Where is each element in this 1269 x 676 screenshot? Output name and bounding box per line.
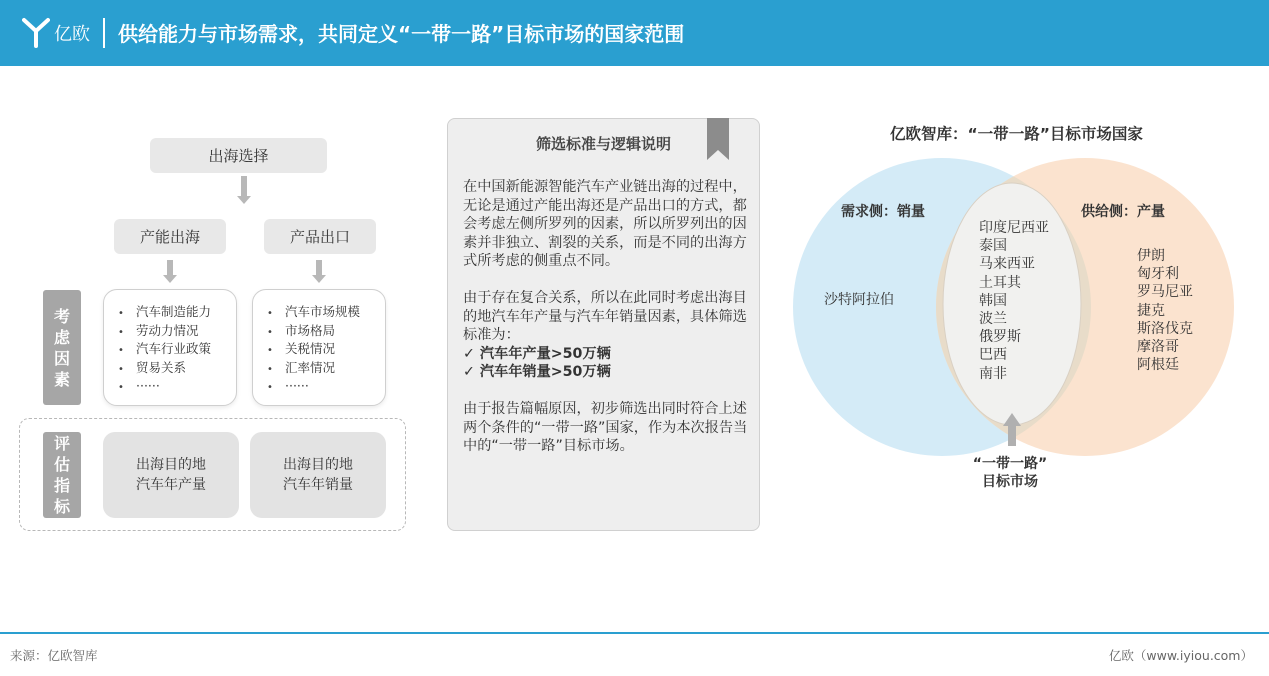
country-item: 斯洛伐克 (1137, 320, 1193, 337)
panel-paragraph-text: 由于存在复合关系，所以在此同时考虑出海目的地汽车年产量与汽车年销量因素，具体筛选标准为： (463, 290, 747, 343)
metric-line: 汽车年产量 (136, 477, 206, 493)
footer-site: 亿欧（www.iyiou.com） (1108, 648, 1253, 663)
metric-line: 汽车年销量 (283, 477, 353, 493)
factor-item: • 汽车行业政策 (118, 341, 236, 360)
factor-item: • ······ (118, 378, 236, 397)
country-item: 波兰 (979, 311, 1007, 328)
footer-divider (0, 632, 1269, 634)
country-item: 巴西 (979, 347, 1007, 364)
criterion-production: ✓ 汽车年产量>50万辆 (463, 345, 611, 362)
factor-item: • 汇率情况 (267, 360, 385, 379)
panel-paragraph: 在中国新能源智能汽车产业链出海的过程中，无论是通过产能出海还是产品出口的方式，都会考虑左侧所罗列的因素，所以所罗列出的因素并非独立、割裂的关系，而是不同的出海方式所考虑的侧重点不同。 (463, 179, 747, 269)
factor-item: • 劳动力情况 (118, 323, 236, 342)
panel-paragraph: 由于报告篇幅原因，初步筛选出同时符合上述两个条件的“一带一路”国家，作为本次报告当中的“一带一路”目标市场。 (463, 401, 748, 454)
factor-item: • 关税情况 (267, 341, 385, 360)
venn-demand-only-list (824, 291, 894, 309)
country-item: 韩国 (979, 292, 1007, 309)
country-item: 土耳其 (979, 274, 1021, 291)
country-item: 俄罗斯 (979, 329, 1021, 346)
branch-box-capacity: 产能出海 (114, 219, 226, 254)
venn-title: 亿欧智库：“一带一路”目标市场国家 (890, 125, 1143, 143)
country-item: 沙特阿拉伯 (824, 292, 894, 308)
panel-title: 筛选标准与逻辑说明 (535, 135, 671, 153)
factor-item: • 汽车制造能力 (118, 304, 236, 323)
country-item: 马来西亚 (979, 256, 1035, 273)
criterion-sales: ✓ 汽车年销量>50万辆 (463, 364, 611, 380)
venn-intersection-list (979, 219, 1049, 383)
country-item: 印度尼西亚 (979, 220, 1049, 236)
logo-text: 亿欧 (54, 24, 90, 45)
country-item: 南非 (979, 365, 1007, 382)
country-item: 罗马尼亚 (1137, 284, 1193, 301)
country-item: 摩洛哥 (1137, 339, 1179, 356)
venn-caption (940, 455, 1080, 491)
consider-factors-text: 考虑因素 (53, 306, 70, 389)
venn-supply-only-list (1137, 247, 1193, 374)
country-item: 泰国 (979, 238, 1007, 255)
venn-caption-line: 目标市场 (982, 474, 1038, 490)
country-item: 阿根廷 (1137, 357, 1179, 374)
country-item: 伊朗 (1137, 248, 1165, 264)
branch-box-product: 产品出口 (264, 219, 376, 254)
factor-item: • ······ (267, 378, 385, 397)
factor-item: • 汽车市场规模 (267, 304, 385, 323)
top-box-export-choice: 出海选择 (150, 138, 327, 173)
metric-line: 出海目的地 (283, 457, 353, 473)
venn-arrow-shaft (1008, 426, 1016, 446)
venn-caption-line: “一带一路” (972, 456, 1048, 472)
factor-item: • 市场格局 (267, 323, 385, 342)
country-item: 匈牙利 (1137, 266, 1179, 283)
venn-demand-label: 需求侧：销量 (841, 204, 925, 220)
country-item: 捷克 (1137, 302, 1165, 319)
page-title: 供给能力与市场需求，共同定义“一带一路”目标市场的国家范围 (118, 22, 685, 46)
venn-supply-label: 供给侧：产量 (1081, 204, 1165, 220)
metric-line: 出海目的地 (136, 457, 206, 473)
factor-item: • 贸易关系 (118, 360, 236, 379)
metric-label-text: 评估指标 (53, 434, 70, 516)
footer-source: 来源：亿欧智库 (10, 648, 98, 663)
